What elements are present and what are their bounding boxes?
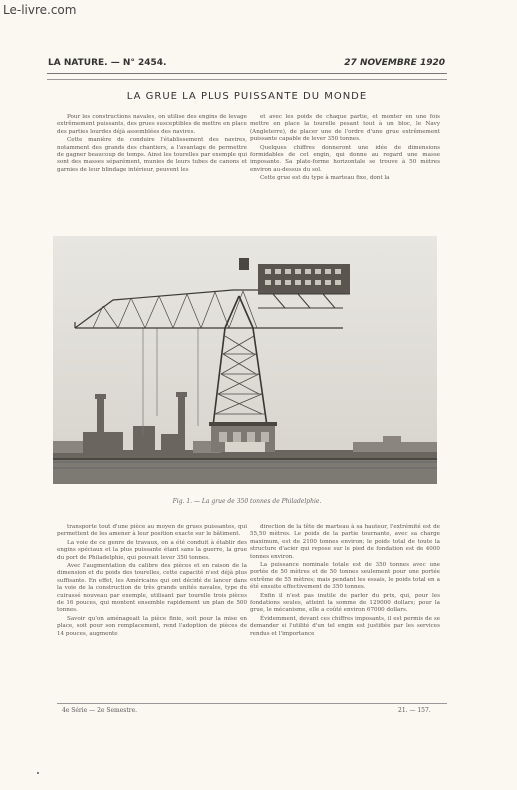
series-label: 4e Série — 2e Semestre. <box>62 707 138 714</box>
page-number: 21. — 157. <box>398 707 431 714</box>
paragraph: Cette grue est du type à marteau fixe, dont la <box>260 175 390 182</box>
article-title: LA GRUE LA PLUS PUISSANTE DU MONDE <box>126 91 368 102</box>
paragraph: Quelques chiffres donneront une idée de dimensions formidables de cet engin, qui donne au regard une masse imposante. Sa plate-forme horizontale se trouve à 50 mètres environ au-dessus du sol. <box>250 144 440 173</box>
paragraph: Avec l'augmentation du calibre des pièces et en raison de la dimension et du poids des tourelles, cette capacité n'est déjà plus suffisante. En effet, les Américains qui ont décidé de lancer dans la voie de la construction de très grands unités navales, type du cuirassé nouveau par exemple, utilisant par tourelle trois pièces de 16 pouces, qui montent ensemble rapidement un plan de 500 tonnes. <box>57 563 247 614</box>
footer-rule <box>57 703 447 704</box>
watermark: Le-livre.com <box>3 3 77 17</box>
column-bottom-right <box>250 524 440 639</box>
paragraph: Pour les constructions navales, on utilise des engins de levage extrêmement puissants, des grues susceptibles de mettre en place des parties lourdes déjà assemblées des navires. <box>57 114 247 135</box>
issue-date: 27 NOVEMBRE 1920 <box>344 58 445 68</box>
paper-speck <box>37 772 39 774</box>
paragraph: Savoir qu'on aménageait la pièce finie, soit pour la mise en place, soit pour son remplacement, rend l'adoption de pièces de 14 pouces, augmente <box>57 615 247 637</box>
paragraph: Enfin il n'est pas inutile de parler du prix, qui, pour les fondations seules, atteint la somme de 129000 dollars; pour la grue, le mécanisme, elle a coûté environ 67000 dollars. <box>250 592 440 614</box>
paragraph: direction de la tête de marteau à sa hauteur, l'extrémité est de 55,50 mètres. Le poids de la partie tournante, avec sa charge maximum, est de 2100 tonnes environ; le poids total de toute la structure d'acier qui repose sur le pied de fondation est de 4000 tonnes environ. <box>250 524 440 560</box>
journal-header: LA NATURE. — N° 2454. <box>48 58 167 68</box>
figure-caption: Fig. 1. — La grue de 350 tonnes de Philadelphie. <box>172 498 322 505</box>
header-rule-thin <box>47 79 447 80</box>
paragraph: transporte tout d'une pièce au moyen de grues puissantes, qui permettent de les amener à leur position exacte sur le bâtiment. <box>57 524 247 538</box>
paragraph: La voie de ce genre de travaux, on a été conduit à établir des engins spéciaux et la plus puissante étant sans la guerre, la grue du port de Philadelphie, qui pouvait lever 350 tonnes. <box>57 539 247 561</box>
header-rule <box>47 73 447 74</box>
crane-illustration <box>53 236 437 484</box>
crane-photograph <box>53 236 437 484</box>
paragraph: Cette manière de conduire l'établissement des navires, notamment des grands des chantiers, a l'avantage de permettre de gagner beaucoup de temps. Ainsi les tourelles par exemple qui sont des masses séparément, munies de leurs tubes de canons et garnies de leur blindage intérieur, peuvent les <box>57 137 247 173</box>
paragraph: La puissance nominale totale est de 350 tonnes avec une portée de 50 mètres et de 50 tonnes seulement pour une portée extrême de 55 mètres; mais pendant les essais, le poids total en a été ensuite effectivement de 350 tonnes. <box>250 562 440 591</box>
column-top-left <box>57 114 247 175</box>
column-bottom-left <box>57 524 247 639</box>
paragraph: Évidemment, devant ces chiffres imposants, il est permis de se demander si l'utilité d'un tel engin est justifiée par les services rendus et l'importance <box>250 615 440 637</box>
paragraph: et avec les poids de chaque partie, et monter en une fois mettre en place la tourelle pesant tout à un bloc, le Navy (Angleterre), de placer une de l'ordre d'une grue extrêmement puissante capable de lever 350 tonnes. <box>250 114 440 143</box>
column-top-right <box>250 114 440 184</box>
